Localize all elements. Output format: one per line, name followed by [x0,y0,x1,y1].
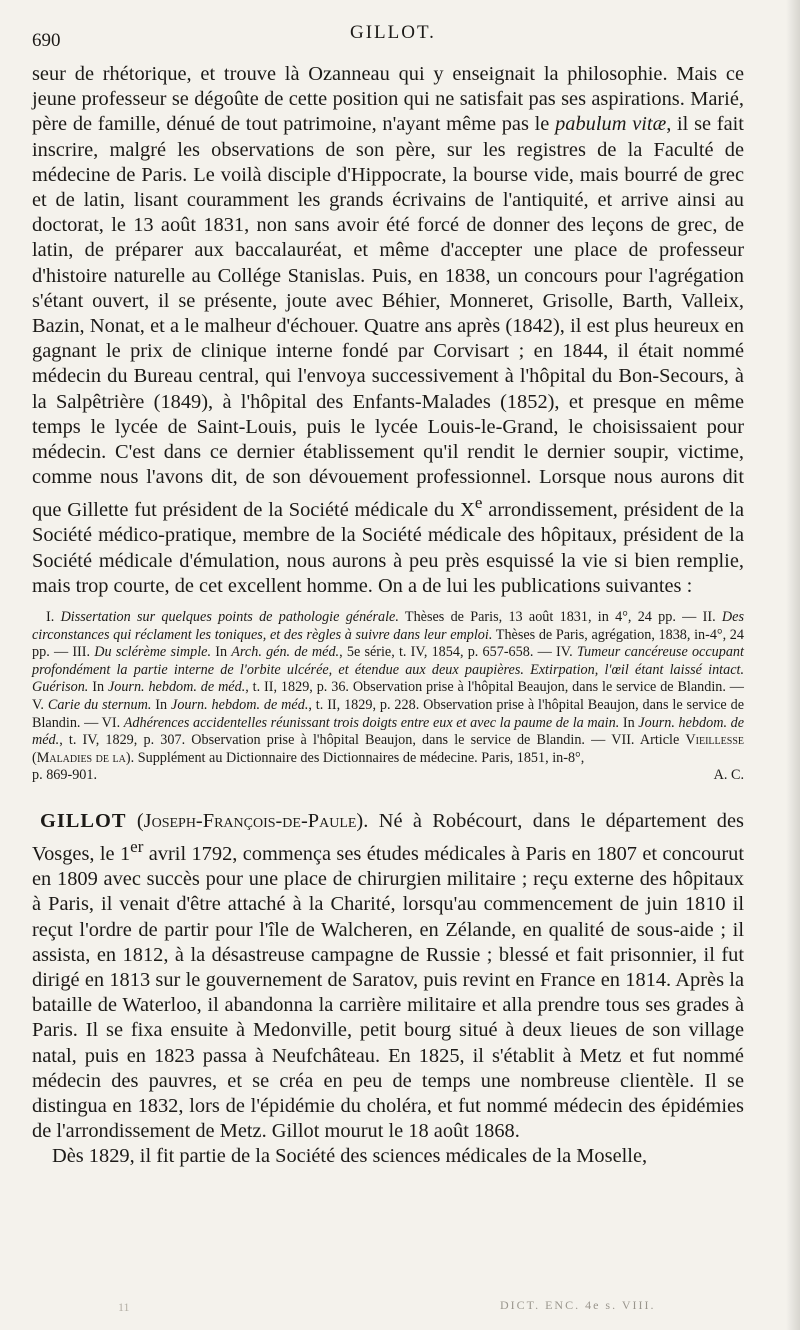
paragraph [32,809,744,1144]
work-title: Adhérences accidentelles réunissant trois doigts entre eux et avec la paume de la main. [123,714,620,731]
bibliography-end [32,767,744,785]
text-run: , t. IV, 1829, p. 307. Observation prise à l'hôpital Beaujon, dans le service de Blandin. — VII. Article [59,732,686,749]
text-run: arrondissement, président de la Société médico-pratique, membre de la Société médicale des hôpitaux, président de la Société médicale d'émulation, nous aurons à peu près esquissé la vie si bien remplie, mais trop courte, de cet excellent homme. On a de lui les publications suivantes : [32,499,744,597]
work-title: Carie du sternum. [47,697,152,714]
text-run: , il se fait inscrire, malgré les observations de son père, sur les registres de la Faculté de médecine de Paris. Le voilà disciple d'Hippocrate, la bourse vide, mais bourré de grec et de latin, lisant couramment les grands écrivains de l'antiquité, et arrive ainsi au doctorat, le 13 août 1831, non sans avoir été forcé de donner des leçons de grec, de latin, de préparer aux baccalauréat, et même d'accepter une place de professeur d'histoire naturelle au Collége Stanislas. Puis, en 1838, un concours pour l'agrégation s'étant ouvert, il se présente, joute avec Béhier, Monneret, Grisolle, Barth, Valleix, Bazin, Nonat, et a le malheur d'échouer. Quatre ans après (1842), il est plus heureux en gagnant le prix de clinique interne fondé par Corvisart ; en 1844, il était nommé médecin du Bureau central, qui l'envoya successivement à l'hôpital du Bon-Secours, à la Salpêtrière (1849), à l'hôpital des Enfants-Malades (1852), et presque en même temps le lycée de Saint-Louis, puis le lycée Louis-le-Grand, le choisissaient pour médecin. C'est dans ce dernier établissement qu'il rendit le dernier soupir, victime, comme nous l'avons dit, de son dévouement professionnel. Lorsque nous aurons dit que Gillette fut président de la Société médicale du X [32,113,744,522]
text-run: In [88,679,108,696]
text-run: , 5e série, t. IV, 1854, p. 657-658. — IV. [339,644,577,661]
bibliography-paragraph [32,609,744,767]
small-caps-text: Maladies de la [36,749,126,766]
page-number: 690 [32,30,61,51]
text-run: In [211,644,232,661]
journal-title: Journ. hebdom. de méd. [32,714,744,749]
text-run: avril 1792, commença ses études médicales à Paris en 1807 et concourut en 1809 avec succès pour une place de chirurgien militaire ; reçu externe des hôpitaux à Paris, il venait d'être attaché à la Charité, lorsqu'au commencement de juin 1810 il reçut l'ordre de partir pour l'île de Walcheren, en Zélande, en qualité de sous-aide ; il assista, en 1812, à la désastreuse campagne de Russie ; blessé et fait prisonnier, il fut dirigé en 1813 sur le gouvernement de Saratov, puis revint en France en 1814. Après la bataille de Waterloo, il abandonna la carrière militaire et alla prendre tous ses grades à Paris. Il se fixa ensuite à Medonville, petit bourg situé à deux lieues de son village natal, puis en 1823 passa à Neufchâteau. En 1825, il s'établit à Metz et fut nommé médecin des pauvres, et se créa en peu de temps une nombreuse clientèle. Il se distingua en 1832, lors de l'épidémie du choléra, et fut nommé médecin des épidémies de l'arrondissement de Metz. Gillot mourut le 18 août 1868. [32,843,744,1143]
footer-mark: 11 [118,1300,130,1314]
journal-title: Journ. hebdom. de méd. [107,679,246,696]
signature-mark: DICT. ENC. 4e s. VIII. [500,1298,656,1312]
text-run: seur de rhétorique, et trouve là Ozanneau qui y enseignait la philosophie. Mais ce jeune professeur se dégoûte de cette position qui ne satisfait pas ses aspirations. Marié, père de famille, dénué de tout patrimoine, n'ayant même pas le [32,63,744,136]
text-run: Thèses de Paris, 13 août 1831, in 4°, 24 pp. — II. [398,609,722,626]
text-run: I. [46,609,61,626]
work-title: Du sclérème simple. [94,644,212,661]
superscript: er [130,837,144,857]
page-edge-shadow [786,0,800,1330]
text-run: ( [32,749,37,766]
superscript: e [474,493,483,513]
italic-term: pabulum vitæ [555,113,667,136]
text-run: , t. II, 1829, p. 228. Observation prise à l'hôpital Beaujon, dans le service de Blandin. — VI. [32,697,745,731]
work-title: Des circonstances qui réclament les toniques, et des règles à suivre dans leur emploi. [32,609,744,643]
text-run: , t. II, 1829, p. 36. Observation prise à l'hôpital Beaujon, dans le service de Blandin. — V. [32,679,744,714]
text-run: Né à Robécourt, dans le département des Vosges, le 1 [32,810,744,865]
paragraph [32,62,744,599]
page-header [32,22,744,62]
entry-given-names: (Joseph-François-de-Paule). [126,810,379,832]
text-run: In [619,714,639,731]
bibliography [32,609,744,785]
entry-headword: GILLOT [40,810,127,832]
text-run: Thèses de Paris, agrégation, 1838, in-4°, 24 pp. — III. [32,626,744,661]
article-gillette-continuation [32,62,744,599]
text-run: p. 869-901. [32,767,98,784]
work-title: Dissertation sur quelques points de pathologie générale. [60,609,399,626]
author-signature: A. C. [713,767,744,784]
text-run: In [151,697,172,714]
document-page [32,22,744,1170]
work-title: Tumeur cancéreuse occupant profondément la partie interne de l'orbite ulcérée, et étendue aux deux paupières. Extirpation, l'œil étant laissé intact. Guérison. [32,644,744,696]
journal-title: Arch. gén. de méd. [231,644,340,661]
journal-title: Journ. hebdom. de méd. [171,697,309,714]
article-gillot [32,809,744,1170]
small-caps-text: Vieillesse [685,732,744,749]
running-title: GILLOT. [350,22,436,43]
text-run: ). Supplément au Dictionnaire des Dictionnaires de médecine. Paris, 1851, in-8°, [125,749,585,766]
paragraph: Dès 1829, il fit partie de la Société des sciences médicales de la Moselle, [52,1145,648,1168]
